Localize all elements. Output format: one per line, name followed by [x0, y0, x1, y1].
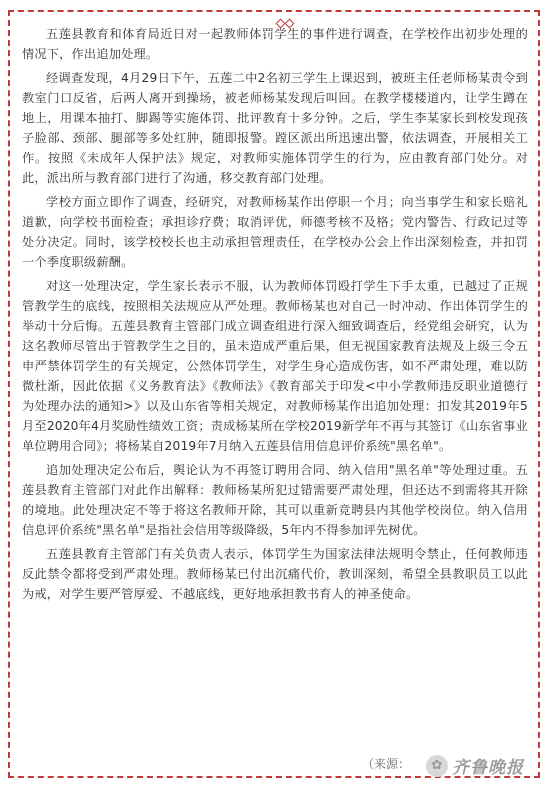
- paragraph-6: 五莲县教育主管部门有关负责人表示，体罚学生为国家法律法规明令禁止，任何教师违反此禁令都将受到严肃处理。教师杨某已付出沉痛代价，教训深刻，希望全县教职员工以此为戒，对学生要严管厚爱、不越底线，更好地承担教书育人的神圣使命。: [22, 547, 528, 601]
- paragraph-4: 对这一处理决定，学生家长表示不服，认为教师体罚殴打学生下手太重，已越过了正规管教学生的底线，按照相关法规应从严处理。教师杨某也对自己一时冲动、作出体罚学生的举动十分后悔。五莲县教育主管部门成立调查组进行深入细致调查后，经党组会研究，认为这名教师尽管出于管教学生之目的，虽未造成严重后果，但无视国家教育法规及上级三令五申严禁体罚学生的有关规定，公然体罚学生，对学生身心造成伤害，如不严肃处理，难以防微杜渐，因此依据《义务教育法》《教师法》《教育部关于印发<中小学教师违反职业道德行为处理办法的通知>》以及山东省等相关规定，对教师杨某作出追加处理：扣发其2019年5月至2020年4月奖励性绩效工资；责成杨某所在学校2019新学年不再与其签订《山东省事业单位聘用合同》；将杨某自2019年7月纳入五莲县信用信息评价系统"黑名单"。: [22, 279, 528, 453]
- article-body: [22, 22, 528, 608]
- watermark: [426, 753, 524, 778]
- paragraph-5: 追加处理决定公布后，舆论认为不再签订聘用合同、纳入信用"黑名单"等处理过重。五莲县教育主管部门对此作出解释：教师杨某所犯过错需要严肃处理，但还达不到需将其开除的境地。此处理决定不等于将这名教师开除，其可以重新竞聘县内其他学校岗位。纳入信用信息评价系统"黑名单"是指社会信用等级降级，5年内不得参加评先树优。: [22, 463, 528, 537]
- paragraph-1: 五莲县教育和体育局近日对一起教师体罚学生的事件进行调查，在学校作出初步处理的情况下，作出追加处理。: [22, 27, 528, 61]
- paragraph-2: 经调查发现，4月29日下午，五莲二中2名初三学生上课迟到，被班主任老师杨某责令到教室门口反省，后两人离开到操场，被老师杨某发现后叫回。在教学楼楼道内，让学生蹲在地上，用课本抽打、脚踢等实施体罚、批评教育十多分钟。之后，学生李某家长到校发现孩子脸部、颈部、腿部等多处红肿，随即报警。蹚区派出所迅速出警，依法调查，开展相关工作。按照《未成年人保护法》规定，对教师实施体罚学生的行为，应由教育部门处分。对此，派出所与教育部门进行了沟通，移交教育部门处理。: [22, 71, 528, 185]
- source-label: （来源：: [361, 757, 410, 771]
- wechat-icon: ✿: [426, 755, 448, 777]
- article-footer: [22, 748, 528, 778]
- watermark-text: 齐鲁晚报: [452, 758, 524, 778]
- paragraph-3: 学校方面立即作了调查，经研究，对教师杨某作出停职一个月；向当事学生和家长赔礼道歉，向学校书面检查；承担诊疗费；取消评优，师德考核不及格；党内警告、行政记过等处分决定。同时，该学校校长也主动承担管理责任，在学校办公会上作出深刻检查，并扣罚一个季度职级薪酬。: [22, 195, 528, 269]
